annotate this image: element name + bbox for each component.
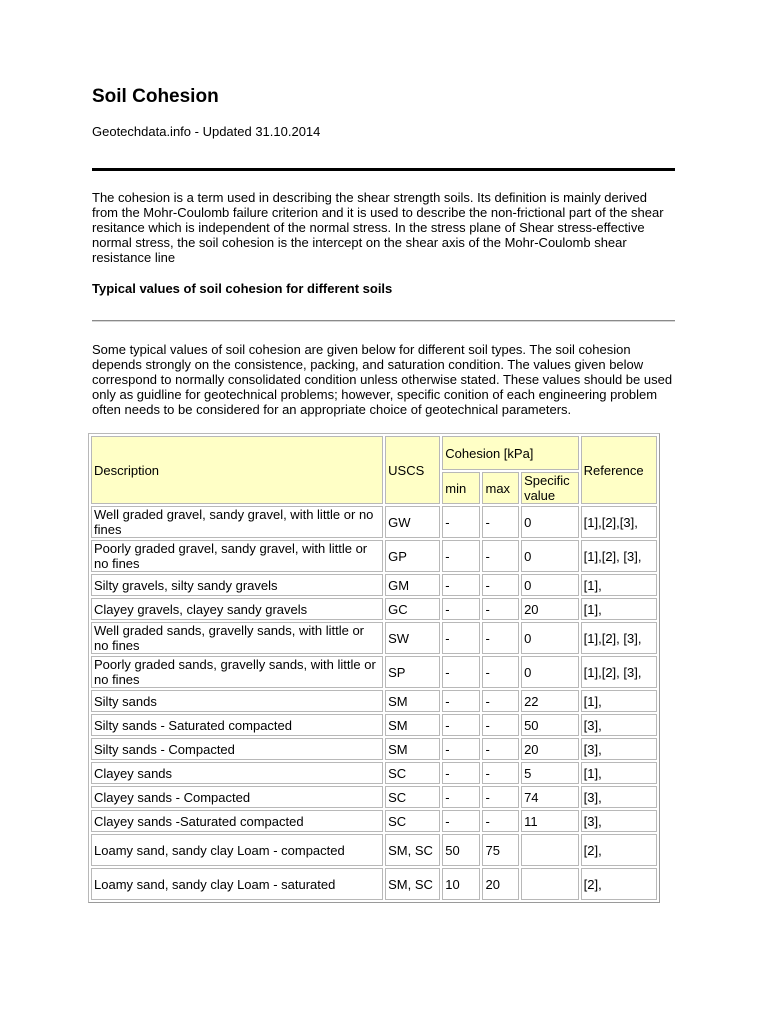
header-uscs: USCS [385, 436, 440, 504]
cell-min: 50 [442, 834, 480, 866]
cell-uscs: SM, SC [385, 868, 440, 900]
cell-min: - [442, 574, 480, 596]
cell-reference: [3], [581, 738, 657, 760]
table-row [91, 656, 657, 688]
cell-description: Clayey gravels, clayey sandy gravels [91, 598, 383, 620]
cell-min: - [442, 762, 480, 784]
cell-min: - [442, 690, 480, 712]
cell-specific: 50 [521, 714, 579, 736]
intro-paragraph: The cohesion is a term used in describing the shear strength soils. Its definition is mainly derived from the Mohr-Coulomb failure criterion and it is used to describe the non-frictional part of the shear resitance which is independent of the normal stress. In the stress plane of Shear stress-effective normal stress, the soil cohesion is the intercept on the shear axis of the Mohr-Coulomb shear resistance line [92, 190, 664, 265]
cell-max: - [482, 656, 519, 688]
cell-specific: 5 [521, 762, 579, 784]
cell-reference: [1], [581, 574, 657, 596]
cell-max: - [482, 690, 519, 712]
cell-uscs: SM [385, 690, 440, 712]
cell-reference: [3], [581, 786, 657, 808]
header-cohesion: Cohesion [kPa] [442, 436, 578, 470]
header-divider [92, 168, 675, 171]
table-row [91, 714, 657, 736]
cell-uscs: SC [385, 810, 440, 832]
table-row [91, 810, 657, 832]
cell-specific [521, 868, 579, 900]
cell-description: Well graded gravel, sandy gravel, with little or no fines [91, 506, 383, 538]
cell-min: - [442, 738, 480, 760]
cell-description: Loamy sand, sandy clay Loam - compacted [91, 834, 383, 866]
cell-min: 10 [442, 868, 480, 900]
cell-specific: 20 [521, 598, 579, 620]
cell-description: Poorly graded gravel, sandy gravel, with little or no fines [91, 540, 383, 572]
cell-reference: [1], [581, 598, 657, 620]
cell-min: - [442, 810, 480, 832]
header-reference: Reference [581, 436, 657, 504]
cell-specific: 22 [521, 690, 579, 712]
cell-specific: 0 [521, 622, 579, 654]
cell-reference: [3], [581, 714, 657, 736]
cell-min: - [442, 714, 480, 736]
cell-description: Poorly graded sands, gravelly sands, with little or no fines [91, 656, 383, 688]
cell-description: Clayey sands [91, 762, 383, 784]
cell-max: - [482, 598, 519, 620]
cell-uscs: SW [385, 622, 440, 654]
cell-uscs: GW [385, 506, 440, 538]
cell-max: 75 [482, 834, 519, 866]
table-row [91, 622, 657, 654]
cell-uscs: GM [385, 574, 440, 596]
cell-max: - [482, 762, 519, 784]
cell-max: - [482, 574, 519, 596]
soil-cohesion-table [88, 433, 660, 903]
cell-description: Silty sands [91, 690, 383, 712]
cell-description: Well graded sands, gravelly sands, with little or no fines [91, 622, 383, 654]
cell-max: 20 [482, 868, 519, 900]
cell-uscs: GP [385, 540, 440, 572]
page-subtitle: Geotechdata.info - Updated 31.10.2014 [92, 124, 321, 139]
table-row [91, 868, 657, 900]
cell-specific: 0 [521, 574, 579, 596]
cell-uscs: SM [385, 738, 440, 760]
cell-description: Silty sands - Compacted [91, 738, 383, 760]
cell-specific: 11 [521, 810, 579, 832]
table-row [91, 540, 657, 572]
table-body [91, 506, 657, 900]
cell-reference: [1],[2], [3], [581, 656, 657, 688]
section-divider [92, 320, 675, 322]
cell-max: - [482, 540, 519, 572]
header-max: max [482, 472, 519, 504]
cell-specific: 74 [521, 786, 579, 808]
table-row [91, 598, 657, 620]
section-paragraph: Some typical values of soil cohesion are given below for different soil types. The soil cohesion depends strongly on the consistence, packing, and saturation condition. The values given below correspond to normally consolidated condition unless otherwise stated. These values should be used only as guidline for geotechnical problems; however, specific conition of each engineering problem often needs to be considered for an appropriate choice of geotechnical parameters. [92, 342, 673, 417]
table-row [91, 738, 657, 760]
cell-uscs: SP [385, 656, 440, 688]
header-description: Description [91, 436, 383, 504]
cell-description: Silty sands - Saturated compacted [91, 714, 383, 736]
cell-min: - [442, 598, 480, 620]
header-specific: Specific value [521, 472, 579, 504]
cell-uscs: SC [385, 786, 440, 808]
cell-max: - [482, 714, 519, 736]
cell-reference: [1],[2], [3], [581, 622, 657, 654]
cell-uscs: SM, SC [385, 834, 440, 866]
table-row [91, 690, 657, 712]
cell-min: - [442, 656, 480, 688]
cell-reference: [1], [581, 690, 657, 712]
cell-description: Loamy sand, sandy clay Loam - saturated [91, 868, 383, 900]
table-row [91, 762, 657, 784]
table-header [91, 436, 657, 504]
cell-specific: 0 [521, 540, 579, 572]
cell-specific: 0 [521, 506, 579, 538]
cell-reference: [2], [581, 868, 657, 900]
cell-min: - [442, 622, 480, 654]
cell-reference: [1], [581, 762, 657, 784]
cell-reference: [1],[2],[3], [581, 506, 657, 538]
cell-max: - [482, 738, 519, 760]
cell-specific: 20 [521, 738, 579, 760]
cell-specific [521, 834, 579, 866]
table-row [91, 506, 657, 538]
cell-min: - [442, 786, 480, 808]
cell-reference: [2], [581, 834, 657, 866]
cell-uscs: GC [385, 598, 440, 620]
page-title: Soil Cohesion [92, 86, 219, 107]
cell-uscs: SC [385, 762, 440, 784]
cell-description: Clayey sands -Saturated compacted [91, 810, 383, 832]
table-row [91, 834, 657, 866]
cell-min: - [442, 540, 480, 572]
cell-min: - [442, 506, 480, 538]
table-row [91, 574, 657, 596]
cell-max: - [482, 622, 519, 654]
cell-max: - [482, 786, 519, 808]
cell-reference: [3], [581, 810, 657, 832]
header-min: min [442, 472, 480, 504]
cell-max: - [482, 810, 519, 832]
cell-specific: 0 [521, 656, 579, 688]
table-row [91, 786, 657, 808]
cell-max: - [482, 506, 519, 538]
section-heading: Typical values of soil cohesion for different soils [92, 281, 393, 296]
cell-description: Silty gravels, silty sandy gravels [91, 574, 383, 596]
cell-uscs: SM [385, 714, 440, 736]
cell-reference: [1],[2], [3], [581, 540, 657, 572]
cell-description: Clayey sands - Compacted [91, 786, 383, 808]
